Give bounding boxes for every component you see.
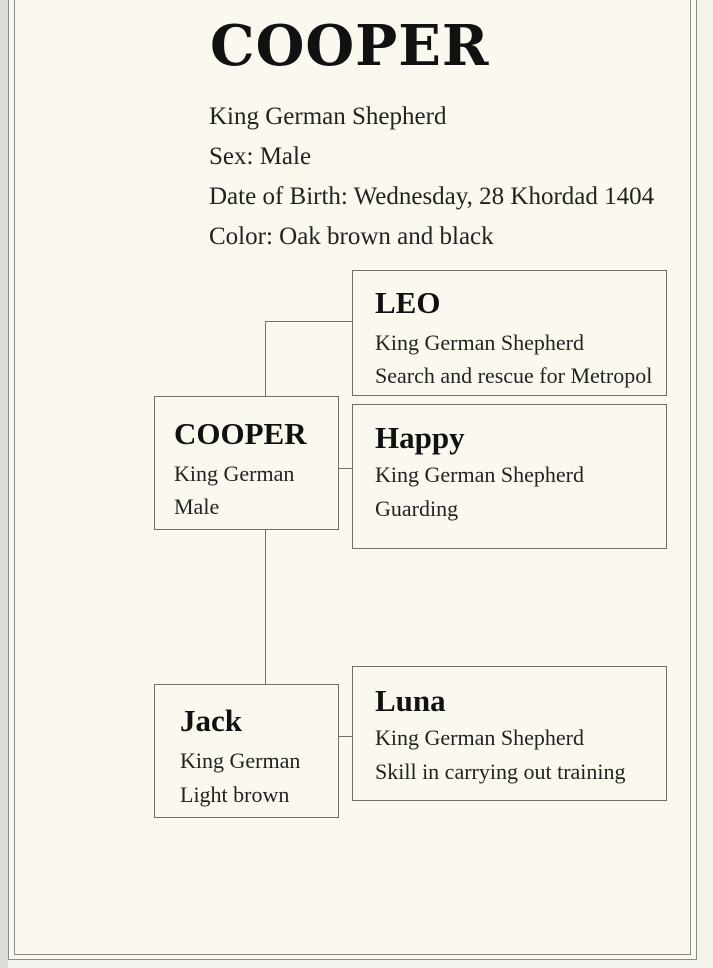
pedigree-box-happy [352, 404, 667, 549]
color-text: Color: Oak brown and black [209, 223, 494, 250]
cooper-sex: Male [174, 494, 220, 519]
pedigree-box-cooper [154, 396, 339, 530]
leo-breed: King German Shepherd [375, 330, 584, 355]
page-edge [0, 0, 8, 968]
pedigree-box-leo [352, 270, 667, 396]
date-of-birth-text: Date of Birth: Wednesday, 28 Khordad 1404 [209, 183, 655, 210]
connector-cooper-to-jack [265, 530, 266, 684]
jack-breed: King German [180, 748, 301, 773]
page-title: COOPER [210, 13, 490, 79]
leo-role: Search and rescue for Metropol [375, 363, 653, 388]
happy-breed: King German Shepherd [375, 462, 584, 487]
happy-name: Happy [375, 420, 465, 455]
breed-text: King German Shepherd [209, 103, 447, 130]
connector-cooper-to-leo-horizontal [265, 321, 352, 322]
pedigree-box-jack [154, 684, 339, 818]
leo-name: LEO [375, 285, 441, 320]
jack-color: Light brown [180, 782, 290, 807]
connector-cooper-to-leo-vertical [265, 321, 266, 396]
cooper-breed: King German [174, 461, 295, 486]
connector-cooper-to-happy [339, 468, 352, 469]
connector-jack-to-luna [339, 736, 352, 737]
jack-name: Jack [180, 703, 242, 738]
luna-name: Luna [375, 683, 446, 718]
sex-text: Sex: Male [209, 143, 312, 170]
pedigree-box-luna [352, 666, 667, 801]
luna-breed: King German Shepherd [375, 725, 584, 750]
luna-skill: Skill in carrying out training [375, 759, 626, 784]
cooper-name: COOPER [174, 416, 307, 451]
happy-role: Guarding [375, 496, 459, 521]
